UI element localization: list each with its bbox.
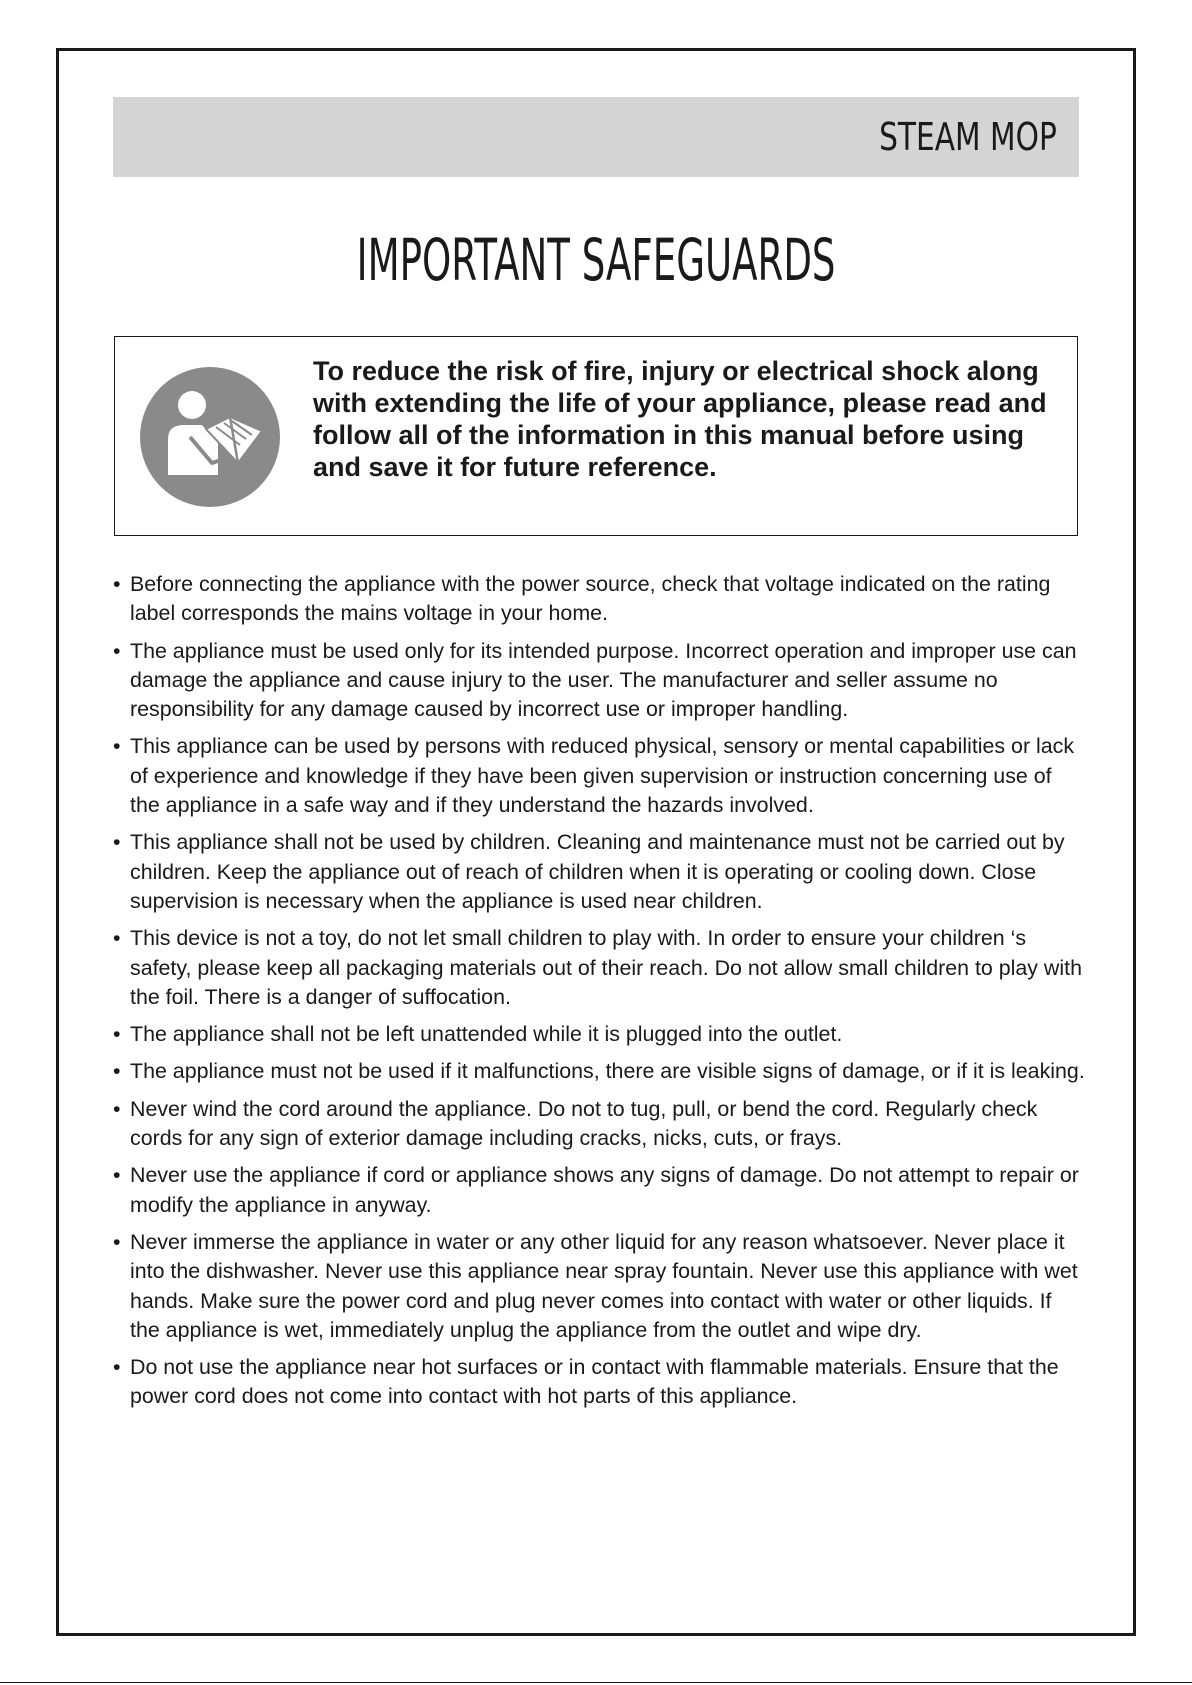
bullet-icon: • (113, 1022, 121, 1047)
list-item (113, 1057, 1085, 1086)
list-item-text: This device is not a toy, do not let small children to play with. In order to ensure your children ‘s safety, please keep all packaging materials out of their reach. Do not allow small children to play with the foil. There is a danger of suffocation. (130, 926, 1082, 1009)
bullet-icon: • (113, 1163, 121, 1188)
list-item (113, 1161, 1085, 1220)
list-item-text: Never use the appliance if cord or appliance shows any signs of damage. Do not attempt to repair or modify the appliance in anyway. (130, 1163, 1079, 1217)
list-item (113, 828, 1085, 916)
read-manual-icon (140, 367, 280, 507)
list-item (113, 732, 1085, 820)
bullet-icon: • (113, 1059, 121, 1084)
bullet-icon: • (113, 572, 121, 596)
bottom-rule (0, 1682, 1192, 1683)
bullet-icon: • (113, 734, 121, 759)
bullet-icon: • (113, 1096, 121, 1121)
list-item-text: Never wind the cord around the appliance. Do not to tug, pull, or bend the cord. Regularly check cords for any sign of exterior damage including cracks, nicks, cuts, or frays. (130, 1096, 1038, 1151)
list-item (113, 1095, 1085, 1154)
list-item-text: Never immerse the appliance in water or any other liquid for any reason whatsoever. Never place it into the dishwasher. Never use this appliance near spray fountain. Never use this appliance with wet hands. Make sure the power cord and plug never comes into contact with water or other liquids. If the appliance is wet, immediately unplug the appliance from the outlet and wipe dry. (130, 1229, 1078, 1342)
list-item-text: This appliance can be used by persons with reduced physical, sensory or mental capabilities or lack of experience and knowledge if they have been given supervision or instruction concerning use of the appliance in a safe way and if they understand the hazards involved. (130, 734, 1075, 818)
list-item-text: This appliance shall not be used by children. Cleaning and maintenance must not be carried out by children. Keep the appliance out of reach of children when it is operating or cooling down. Close supervision is necessary when the appliance is used near children. (130, 830, 1065, 913)
page-title-text: IMPORTANT SAFEGUARDS (356, 226, 836, 294)
list-item (113, 924, 1085, 1012)
bullet-icon: • (113, 638, 121, 663)
list-item-text: Do not use the appliance near hot surfaces or in contact with flammable materials. Ensure that the power cord does not come into contact with hot parts of this appliance. (130, 1355, 1059, 1409)
list-item (113, 637, 1085, 725)
list-item (113, 1353, 1085, 1412)
list-item-text: The appliance must not be used if it malfunctions, there are visible signs of damage, or if it is leaking. (130, 1059, 1085, 1084)
page-title (0, 226, 1192, 294)
safeguard-list (113, 570, 1085, 1420)
list-item (113, 1228, 1085, 1345)
list-item (113, 1020, 1085, 1049)
bullet-icon: • (113, 830, 121, 855)
header-band (113, 97, 1079, 177)
bullet-icon: • (113, 926, 121, 951)
list-item-text: Before connecting the appliance with the power source, check that voltage indicated on the rating label corresponds the mains voltage in your home. (130, 572, 1051, 626)
list-item (113, 570, 1085, 629)
notice-text: To reduce the risk of fire, injury or electrical shock along with extending the life of your appliance, please read and follow all of the information in this manual before using and save it for future reference. (313, 356, 1047, 482)
list-item-text: The appliance shall not be left unattended while it is plugged into the outlet. (130, 1022, 843, 1047)
product-name: STEAM MOP (879, 115, 1057, 159)
bullet-icon: • (113, 1229, 121, 1254)
list-item-text: The appliance must be used only for its intended purpose. Incorrect operation and improper use can damage the appliance and cause injury to the user. The manufacturer and seller assume no responsibility for any damage caused by incorrect use or improper handling. (130, 638, 1077, 722)
notice-box (114, 336, 1078, 536)
bullet-icon: • (113, 1355, 121, 1380)
